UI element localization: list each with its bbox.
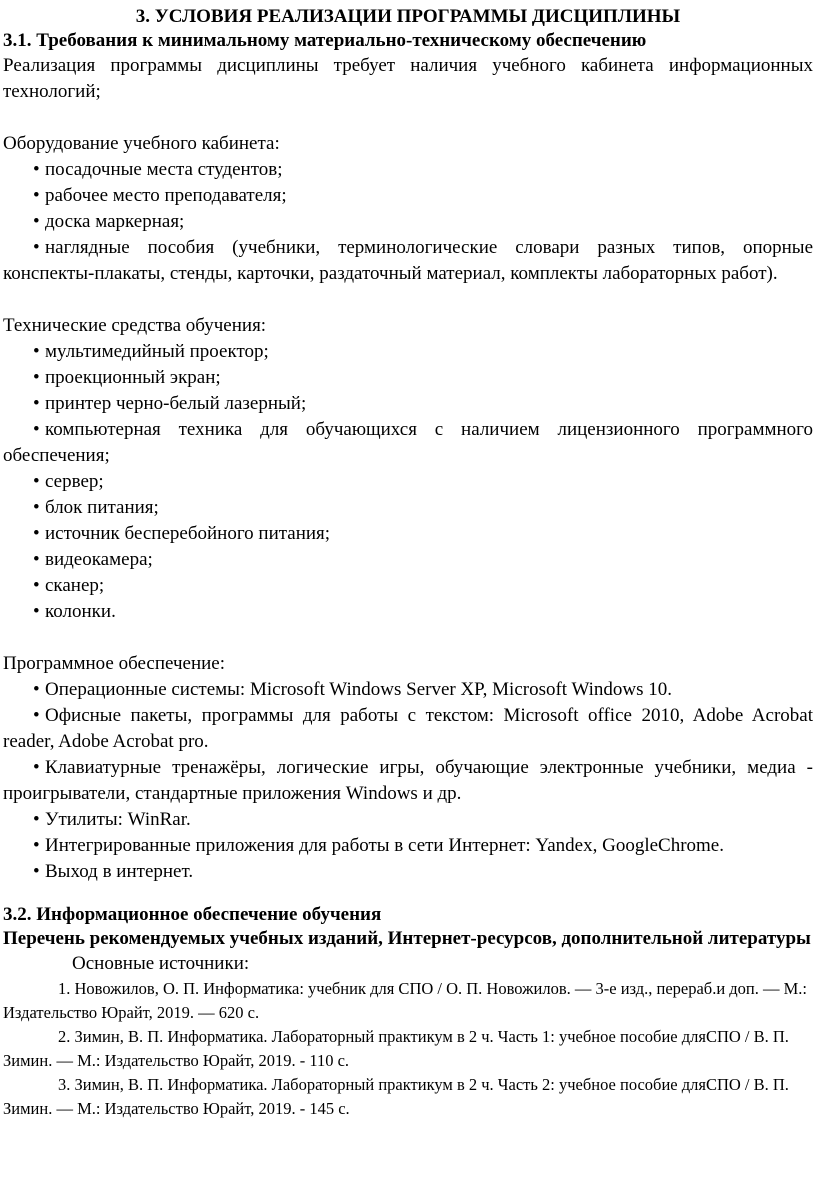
spacer [3,105,813,131]
list-item-text: мультимедийный проектор; [45,341,269,362]
spacer [3,287,813,313]
reference-item: 1. Новожилов, О. П. Информатика: учебник для СПО / О. П. Новожилов. — 3-е изд., перераб.и доп. — М.: Издательство Юрайт, 2019. — 620 с. [3,979,808,1022]
list-item [3,521,813,547]
list-item-text: блок питания; [45,497,159,518]
list-item [3,807,813,833]
list-item [3,703,813,755]
list-item-text: посадочные места студентов; [45,159,283,180]
list-item [3,365,813,391]
bullet-icon: • [33,185,40,206]
bullet-icon: • [33,393,40,414]
list-item-text: Офисные пакеты, программы для работы с текстом: Microsoft office 2010, Adobe Acrobat reader, Adobe Acrobat pro. [3,705,813,752]
list-item-text: сервер; [45,471,104,492]
list-item-text: Выход в интернет. [45,861,194,882]
list-item-text: видеокамера; [45,549,153,570]
list-item-text: источник бесперебойного питания; [45,523,331,544]
sources-label: Основные источники: [72,953,250,974]
bullet-icon: • [33,601,40,622]
bullet-icon: • [33,549,40,570]
equipment-list [3,157,813,287]
list-item [3,183,813,209]
section-3-2-subtitle: Перечень рекомендуемых учебных изданий, Интернет-ресурсов, дополнительной литературы [3,928,811,949]
equipment-label: Оборудование учебного кабинета: [3,133,280,154]
software-list [3,677,813,885]
list-item-text: компьютерная техника для обучающихся с наличием лицензионного программного обеспечения; [3,419,813,466]
bullet-icon: • [33,341,40,362]
list-item-text: Операционные системы: Microsoft Windows Server XP, Microsoft Windows 10. [45,679,673,700]
list-item [3,677,813,703]
bullet-icon: • [33,523,40,544]
tech-list [3,339,813,625]
section-3-2-title: 3.2. Информационное обеспечение обучения [3,904,382,925]
bullet-icon: • [33,497,40,518]
list-item-text: Интегрированные приложения для работы в сети Интернет: Yandex, GoogleChrome. [45,835,724,856]
list-item [3,833,813,859]
section-3-1-title: 3.1. Требования к минимальному материально-техническому обеспечению [3,30,647,51]
bullet-icon: • [33,757,40,778]
list-item-text: Клавиатурные тренажёры, логические игры, обучающие электронные учебники, медиа - проигрыватели, стандартные приложения Windows и др. [3,757,813,804]
list-item-text: проекционный экран; [45,367,221,388]
list-item-text: Утилиты: WinRar. [45,809,191,830]
list-item [3,547,813,573]
list-item-text: принтер черно-белый лазерный; [45,393,307,414]
list-item-text: наглядные пособия (учебники, терминологические словари разных типов, опорные конспекты-плакаты, стенды, карточки, раздаточный материал, комплекты лабораторных работ). [3,237,813,284]
sources-list [3,977,813,1121]
bullet-icon: • [33,861,40,882]
page-heading: 3. УСЛОВИЯ РЕАЛИЗАЦИИ ПРОГРАММЫ ДИСЦИПЛИНЫ [135,6,681,27]
list-item [3,755,813,807]
list-item [3,573,813,599]
list-item [3,599,813,625]
list-item [3,391,813,417]
section-3-1-intro: Реализация программы дисциплины требует наличия учебного кабинета информационных технологий; [3,55,813,102]
reference-item: 2. Зимин, В. П. Информатика. Лабораторный практикум в 2 ч. Часть 1: учебное пособие дляСПО / В. П. Зимин. — М.: Издательство Юрайт, 2019. - 110 с. [3,1027,789,1070]
bullet-icon: • [33,809,40,830]
bullet-icon: • [33,211,40,232]
list-item [3,859,813,885]
bullet-icon: • [33,471,40,492]
bullet-icon: • [33,575,40,596]
list-item-text: сканер; [45,575,105,596]
bullet-icon: • [33,705,40,726]
bullet-icon: • [33,419,40,440]
list-item-text: рабочее место преподавателя; [45,185,287,206]
list-item [3,339,813,365]
bullet-icon: • [33,367,40,388]
list-item [3,157,813,183]
list-item-text: доска маркерная; [45,211,185,232]
list-item [3,469,813,495]
software-label: Программное обеспечение: [3,653,225,674]
list-item [3,417,813,469]
spacer [3,625,813,651]
tech-label: Технические средства обучения: [3,315,267,336]
reference-item: 3. Зимин, В. П. Информатика. Лабораторный практикум в 2 ч. Часть 2: учебное пособие дляСПО / В. П. Зимин. — М.: Издательство Юрайт, 2019. - 145 с. [3,1075,789,1118]
list-item [3,495,813,521]
list-item-text: колонки. [45,601,116,622]
bullet-icon: • [33,679,40,700]
bullet-icon: • [33,835,40,856]
list-item [3,235,813,287]
list-item [3,209,813,235]
bullet-icon: • [33,237,40,258]
bullet-icon: • [33,159,40,180]
section-3-2 [3,903,813,1121]
